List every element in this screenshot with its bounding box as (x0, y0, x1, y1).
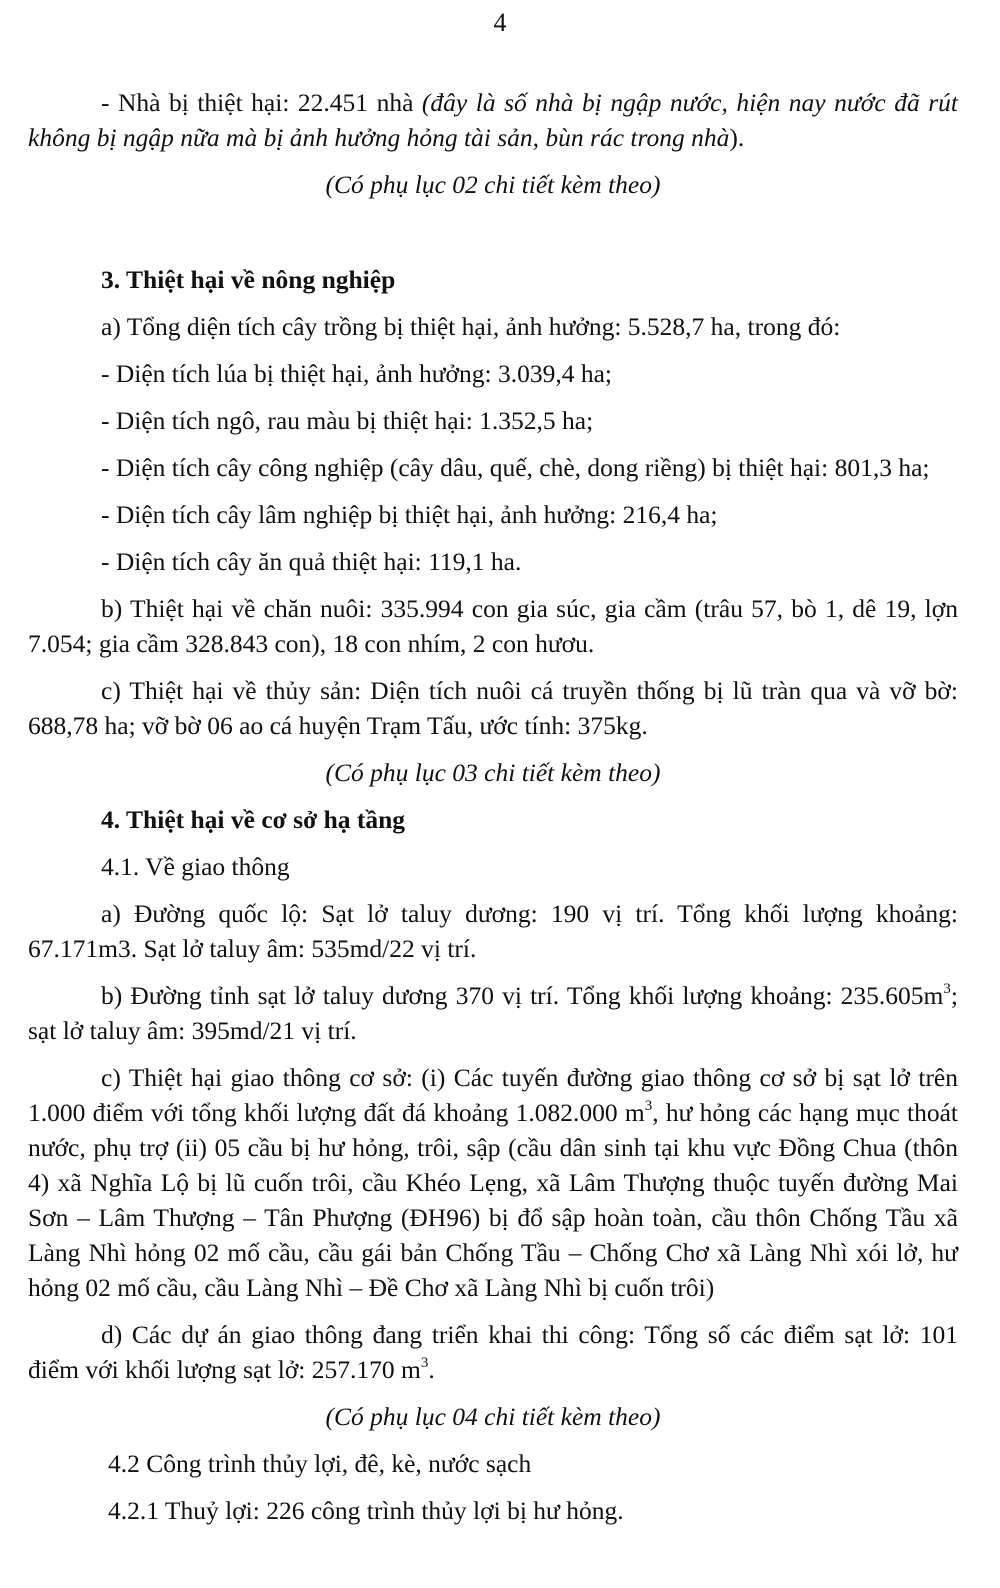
page-number: 4 (493, 8, 507, 37)
sec4-national-roads: a) Đường quốc lộ: Sạt lở taluy dương: 190 vị trí. Tổng khối lượng khoảng: 67.171m3. Sạt lở taluy âm: 535md/22 vị trí. (28, 899, 958, 963)
sec4-b-superscript: 3 (943, 981, 951, 997)
sec4-d-superscript: 3 (420, 1355, 429, 1371)
sec4-b-text: b) Đường tỉnh sạt lở taluy dương 370 vị trí. Tổng khối lượng khoảng: 235.605m (101, 981, 944, 1010)
sec3-corn-area: - Diện tích ngô, rau màu bị thiệt hại: 1.352,5 ha; (101, 406, 594, 435)
sec3-aquaculture: c) Thiệt hại về thủy sản: Diện tích nuôi cá truyền thống bị lũ tràn qua và vỡ bờ: 688,78 ha; vỡ bờ 06 ao cá huyện Trạm Tấu, ước tính: 375kg. (28, 676, 958, 740)
house-damage-text: - Nhà bị thiệt hại: 22.451 nhà (101, 88, 422, 117)
sec3-rice-area: - Diện tích lúa bị thiệt hại, ảnh hưởng: 3.039,4 ha; (101, 359, 612, 388)
document-body (28, 85, 958, 1540)
house-damage-end: ). (729, 123, 745, 152)
appendix-04-note: (Có phụ lục 04 chi tiết kèm theo) (325, 1402, 661, 1431)
sec4-b-text-end: ; sạt lở taluy âm: 395md/21 vị trí. (28, 981, 958, 1045)
appendix-02-note: (Có phụ lục 02 chi tiết kèm theo) (325, 170, 661, 199)
sec4-d-text-end: . (428, 1355, 435, 1384)
sec4-local-roads (28, 1060, 958, 1305)
sec4-2-heading: 4.2 Công trình thủy lợi, đê, kè, nước sạch (108, 1449, 532, 1478)
sec3-total-area: a) Tổng diện tích cây trồng bị thiệt hại, ảnh hưởng: 5.528,7 ha, trong đó: (101, 312, 841, 341)
section-4-heading: 4. Thiệt hại về cơ sở hạ tầng (101, 805, 406, 834)
sec3-forestry-area: - Diện tích cây lâm nghiệp bị thiệt hại, ảnh hưởng: 216,4 ha; (101, 500, 718, 529)
sec4-provincial-roads (28, 978, 958, 1048)
section-3-heading: 3. Thiệt hại về nông nghiệp (101, 265, 396, 294)
sec3-industrial-area: - Diện tích cây công nghiệp (cây dâu, quế, chè, dong riềng) bị thiệt hại: 801,3 ha; (101, 453, 930, 482)
sec4-2-1-irrigation: 4.2.1 Thuỷ lợi: 226 công trình thủy lợi bị hư hỏng. (108, 1496, 624, 1525)
sec3-fruit-area: - Diện tích cây ăn quả thiệt hại: 119,1 ha. (101, 547, 522, 576)
sec4-c-text: c) Thiệt hại giao thông cơ sở: (i) Các tuyến đường giao thông cơ sở bị sạt lở trên 1.000 điểm với tổng khối lượng đất đá khoảng 1.082.000 m (28, 1063, 958, 1127)
appendix-03-note: (Có phụ lục 03 chi tiết kèm theo) (325, 758, 661, 787)
house-damage-note: (đây là số nhà bị ngập nước, hiện nay nước đã rút không bị ngập nữa mà bị ảnh hưởng hỏng tài sản, bùn rác trong nhà (28, 88, 958, 152)
sec4-d-text: d) Các dự án giao thông đang triển khai thi công: Tổng số các điểm sạt lở: 101 điểm với khối lượng sạt lở: 257.170 m (28, 1320, 958, 1384)
house-damage-paragraph (28, 85, 958, 155)
sec4-c-text-end: , hư hỏng các hạng mục thoát nước, phụ trợ (ii) 05 cầu bị hư hỏng, trôi, sập (cầu dân sinh tại khu vực Đồng Chua (thôn 4) xã Nghĩa Lộ bị lũ cuốn trôi, cầu Khéo Lẹng, xã Lâm Thượng thuộc tuyến đường Mai Sơn – Lâm Thượng – Tân Phượng (ĐH96) bị đổ sập hoàn toàn, cầu thôn Chống Tầu xã Làng Nhì hỏng 02 mố cầu, cầu gái bản Chống Tầu – Chống Chơ xã Làng Nhì xói lở, hư hỏng 02 mố cầu, cầu Làng Nhì – Đề Chơ xã Làng Nhì bị cuốn trôi) (28, 1098, 958, 1302)
sec4-projects (28, 1317, 958, 1387)
sec4-1-heading: 4.1. Về giao thông (101, 852, 290, 881)
sec4-c-superscript: 3 (644, 1098, 653, 1114)
sec3-livestock: b) Thiệt hại về chăn nuôi: 335.994 con gia súc, gia cầm (trâu 57, bò 1, dê 19, lợn 7.054; gia cầm 328.843 con), 18 con nhím, 2 con hươu. (28, 594, 958, 658)
